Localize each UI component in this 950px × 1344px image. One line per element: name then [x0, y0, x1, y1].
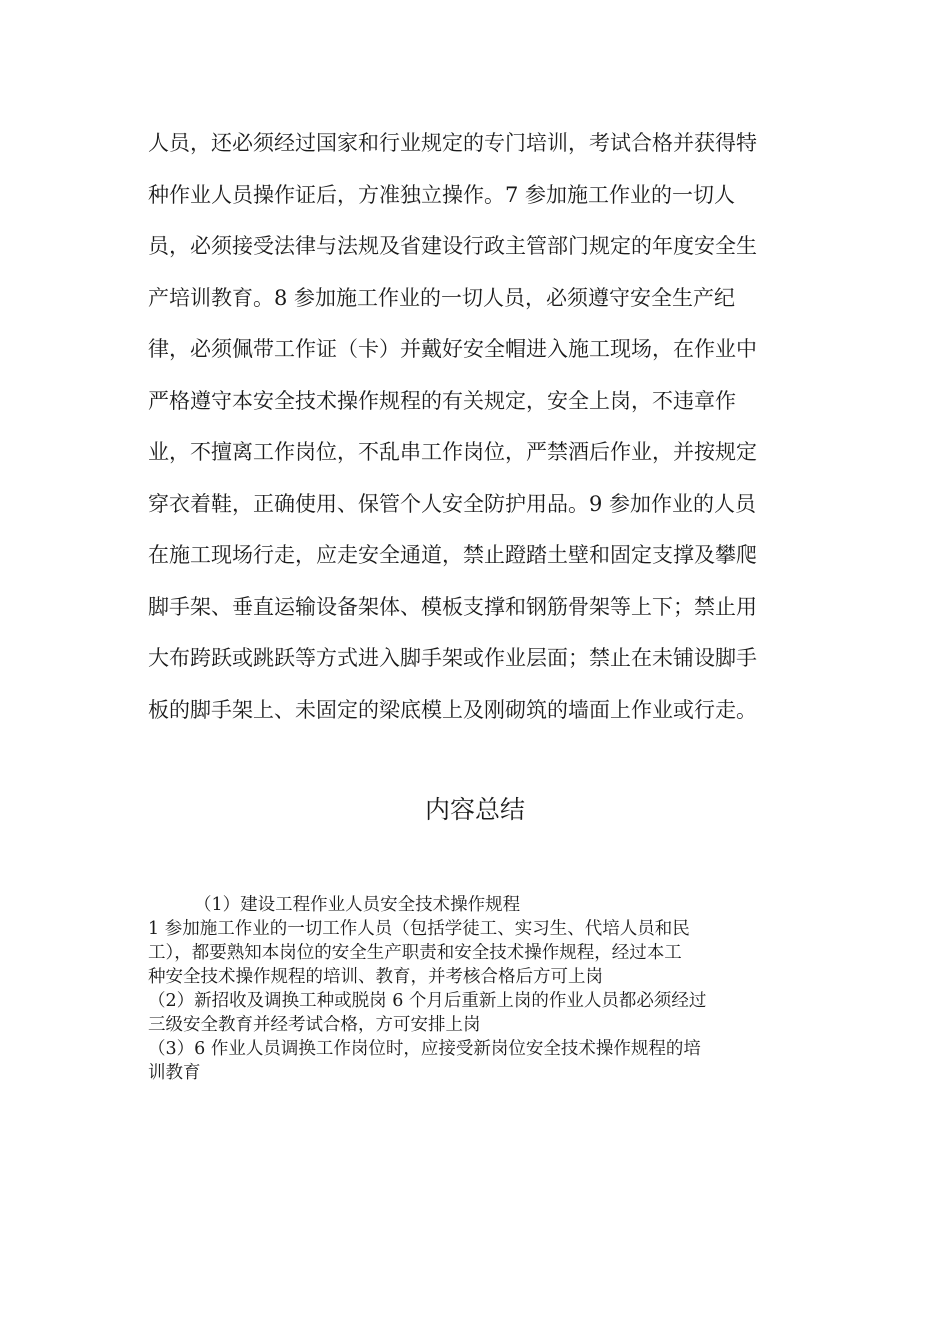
text-line: 员，必须接受法律与法规及省建设行政主管部门规定的年度安全生 — [148, 234, 757, 258]
text-line: 严格遵守本安全技术操作规程的有关规定，安全上岗，不违章作 — [148, 388, 736, 413]
summary-line: （2）新招收及调换工种或脱岗 6 个月后重新上岗的作业人员都必须经过 — [148, 991, 707, 1011]
summary-line: 种安全技术操作规程的培训、教育，并考核合格后方可上岗 — [148, 967, 603, 987]
text-line: 脚手架、垂直运输设备架体、模板支撑和钢筋骨架等上下；禁止用 — [148, 594, 757, 619]
text-line: 律，必须佩带工作证（卡）并戴好安全帽进入施工现场，在作业中 — [148, 337, 757, 361]
summary-line: 1 参加施工作业的一切工作人员（包括学徒工、实习生、代培人员和民 — [148, 919, 690, 939]
summary-line: 训教育 — [148, 1063, 201, 1083]
text-line: 大布跨跃或跳跃等方式进入脚手架或作业层面；禁止在未铺设脚手 — [148, 646, 757, 670]
summary-title: 内容总结 — [424, 795, 525, 824]
text-line: 穿衣着鞋，正确使用、保管个人安全防护用品。9 参加作业的人员 — [148, 491, 757, 516]
text-line: 在施工现场行走，应走安全通道，禁止蹬踏土壁和固定支撑及攀爬 — [148, 543, 757, 567]
main-body-text — [148, 118, 808, 736]
text-line: 种作业人员操作证后，方准独立操作。7 参加施工作业的一切人 — [148, 182, 736, 207]
text-line: 人员，还必须经过国家和行业规定的专门培训，考试合格并获得特 — [148, 131, 757, 155]
text-line: 产培训教育。8 参加施工作业的一切人员，必须遵守安全生产纪 — [148, 285, 736, 310]
summary-line: （3）6 作业人员调换工作岗位时，应接受新岗位安全技术操作规程的培 — [148, 1039, 701, 1059]
text-line: 板的脚手架上、未固定的梁底模上及刚砌筑的墙面上作业或行走。 — [148, 697, 757, 722]
summary-line: （1）建设工程作业人员安全技术操作规程 — [194, 895, 521, 915]
summary-body — [148, 893, 808, 1085]
text-line: 业，不擅离工作岗位，不乱串工作岗位，严禁酒后作业，并按规定 — [148, 440, 757, 464]
summary-line: 三级安全教育并经考试合格，方可安排上岗 — [148, 1015, 481, 1035]
summary-line: 工），都要熟知本岗位的安全生产职责和安全技术操作规程，经过本工 — [148, 943, 682, 963]
